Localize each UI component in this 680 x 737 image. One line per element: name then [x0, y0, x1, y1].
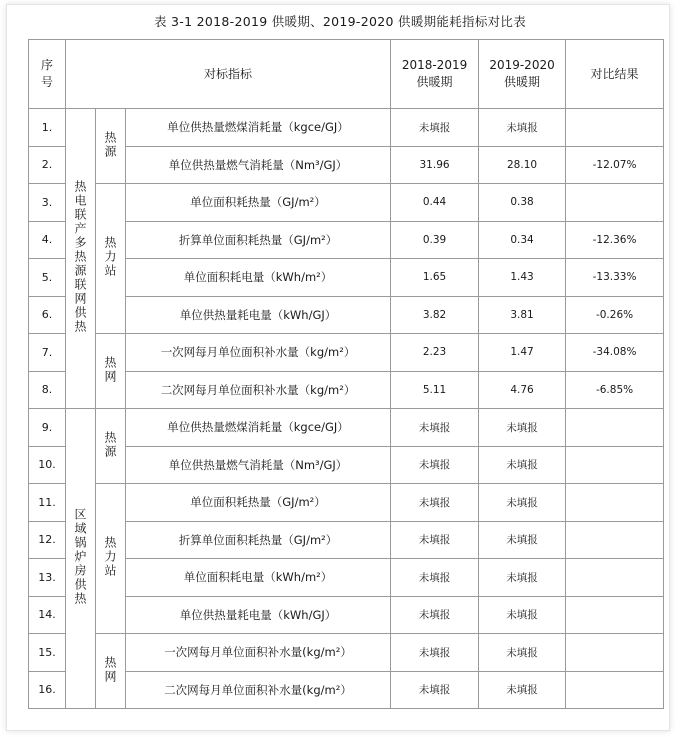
table-row	[29, 409, 664, 447]
indicator-name: 单位供热量燃气消耗量（Nm³/GJ）	[126, 146, 391, 184]
row-index: 10.	[29, 446, 66, 484]
row-index: 7.	[29, 334, 66, 372]
header-seq: 序 号	[29, 40, 66, 109]
value-2019-2020: 未填报	[479, 596, 566, 634]
comparison-result	[566, 484, 664, 522]
value-2018-2019: 未填报	[391, 596, 479, 634]
value-2018-2019: 2.23	[391, 334, 479, 372]
subgroup-label: 热源	[103, 130, 117, 159]
value-2018-2019: 未填报	[391, 521, 479, 559]
value-2019-2020: 0.34	[479, 221, 566, 259]
indicator-name: 单位面积耗热量（GJ/m²）	[126, 484, 391, 522]
indicator-name: 单位面积耗电量（kWh/m²）	[126, 259, 391, 297]
subgroup-label: 热力站	[103, 236, 117, 278]
value-2019-2020: 未填报	[479, 109, 566, 147]
row-index: 16.	[29, 671, 66, 709]
value-2018-2019: 未填报	[391, 446, 479, 484]
row-index: 8.	[29, 371, 66, 409]
value-2018-2019: 31.96	[391, 146, 479, 184]
indicator-name: 单位供热量耗电量（kWh/GJ）	[126, 596, 391, 634]
table-row	[29, 634, 664, 672]
value-2018-2019: 未填报	[391, 634, 479, 672]
header-2019-2020: 2019-2020 供暖期	[479, 40, 566, 109]
group-district-boiler	[66, 409, 96, 709]
header-2018-2019: 2018-2019 供暖期	[391, 40, 479, 109]
row-index: 12.	[29, 521, 66, 559]
row-index: 15.	[29, 634, 66, 672]
comparison-result: -12.07%	[566, 146, 664, 184]
indicator-name: 单位供热量燃煤消耗量（kgce/GJ）	[126, 409, 391, 447]
subgroup-heat-station	[96, 484, 126, 634]
comparison-result	[566, 109, 664, 147]
value-2018-2019: 未填报	[391, 109, 479, 147]
comparison-result	[566, 634, 664, 672]
value-2018-2019: 1.65	[391, 259, 479, 297]
value-2018-2019: 未填报	[391, 409, 479, 447]
comparison-result	[566, 596, 664, 634]
indicator-name: 折算单位面积耗热量（GJ/m²）	[126, 521, 391, 559]
comparison-result	[566, 521, 664, 559]
table-caption: 表 3-1 2018-2019 供暖期、2019-2020 供暖期能耗指标对比表	[153, 14, 527, 29]
comparison-result: -12.36%	[566, 221, 664, 259]
comparison-result: -6.85%	[566, 371, 664, 409]
value-2019-2020: 1.47	[479, 334, 566, 372]
row-index: 2.	[29, 146, 66, 184]
indicator-name: 一次网每月单位面积补水量(kg/m²）	[126, 634, 391, 672]
comparison-result: -34.08%	[566, 334, 664, 372]
subgroup-heat-station	[96, 184, 126, 334]
value-2019-2020: 未填报	[479, 634, 566, 672]
group-chp-multi-source	[66, 109, 96, 409]
value-2018-2019: 未填报	[391, 559, 479, 597]
subgroup-label: 热网	[103, 655, 117, 684]
subgroup-heat-source	[96, 109, 126, 184]
comparison-result	[566, 409, 664, 447]
row-index: 5.	[29, 259, 66, 297]
row-index: 9.	[29, 409, 66, 447]
indicator-name: 单位供热量耗电量（kWh/GJ）	[126, 296, 391, 334]
row-index: 13.	[29, 559, 66, 597]
value-2018-2019: 未填报	[391, 484, 479, 522]
indicator-name: 二次网每月单位面积补水量（kg/m²）	[126, 371, 391, 409]
comparison-result	[566, 446, 664, 484]
value-2019-2020: 0.38	[479, 184, 566, 222]
value-2019-2020: 未填报	[479, 671, 566, 709]
value-2018-2019: 未填报	[391, 671, 479, 709]
value-2018-2019: 0.44	[391, 184, 479, 222]
group-label: 热电联产多热源联网供热	[73, 180, 87, 334]
value-2019-2020: 28.10	[479, 146, 566, 184]
value-2019-2020: 未填报	[479, 521, 566, 559]
subgroup-heat-network	[96, 334, 126, 409]
subgroup-heat-source	[96, 409, 126, 484]
comparison-result: -0.26%	[566, 296, 664, 334]
subgroup-label: 热源	[103, 430, 117, 459]
table-row	[29, 484, 664, 522]
group-label: 区域锅炉房供热	[73, 508, 87, 606]
value-2019-2020: 3.81	[479, 296, 566, 334]
row-index: 14.	[29, 596, 66, 634]
row-index: 3.	[29, 184, 66, 222]
indicator-name: 单位面积耗热量（GJ/m²）	[126, 184, 391, 222]
row-index: 4.	[29, 221, 66, 259]
row-index: 11.	[29, 484, 66, 522]
row-index: 1.	[29, 109, 66, 147]
value-2018-2019: 5.11	[391, 371, 479, 409]
energy-indicator-table	[28, 39, 664, 709]
value-2019-2020: 未填报	[479, 409, 566, 447]
indicator-name: 二次网每月单位面积补水量(kg/m²）	[126, 671, 391, 709]
indicator-name: 单位供热量燃气消耗量（Nm³/GJ）	[126, 446, 391, 484]
indicator-name: 折算单位面积耗热量（GJ/m²）	[126, 221, 391, 259]
comparison-result	[566, 671, 664, 709]
value-2018-2019: 0.39	[391, 221, 479, 259]
subgroup-label: 热力站	[103, 536, 117, 578]
row-index: 6.	[29, 296, 66, 334]
subgroup-label: 热网	[103, 355, 117, 384]
comparison-result	[566, 559, 664, 597]
comparison-result	[566, 184, 664, 222]
header-indicator: 对标指标	[66, 40, 391, 109]
table-row	[29, 334, 664, 372]
value-2019-2020: 未填报	[479, 446, 566, 484]
header-result: 对比结果	[566, 40, 664, 109]
header-row	[29, 40, 664, 109]
indicator-name: 单位供热量燃煤消耗量（kgce/GJ）	[126, 109, 391, 147]
value-2019-2020: 1.43	[479, 259, 566, 297]
value-2019-2020: 未填报	[479, 484, 566, 522]
value-2019-2020: 未填报	[479, 559, 566, 597]
indicator-name: 一次网每月单位面积补水量（kg/m²）	[126, 334, 391, 372]
value-2018-2019: 3.82	[391, 296, 479, 334]
subgroup-heat-network	[96, 634, 126, 709]
table-row	[29, 109, 664, 147]
value-2019-2020: 4.76	[479, 371, 566, 409]
table-row	[29, 184, 664, 222]
comparison-result: -13.33%	[566, 259, 664, 297]
indicator-name: 单位面积耗电量（kWh/m²）	[126, 559, 391, 597]
